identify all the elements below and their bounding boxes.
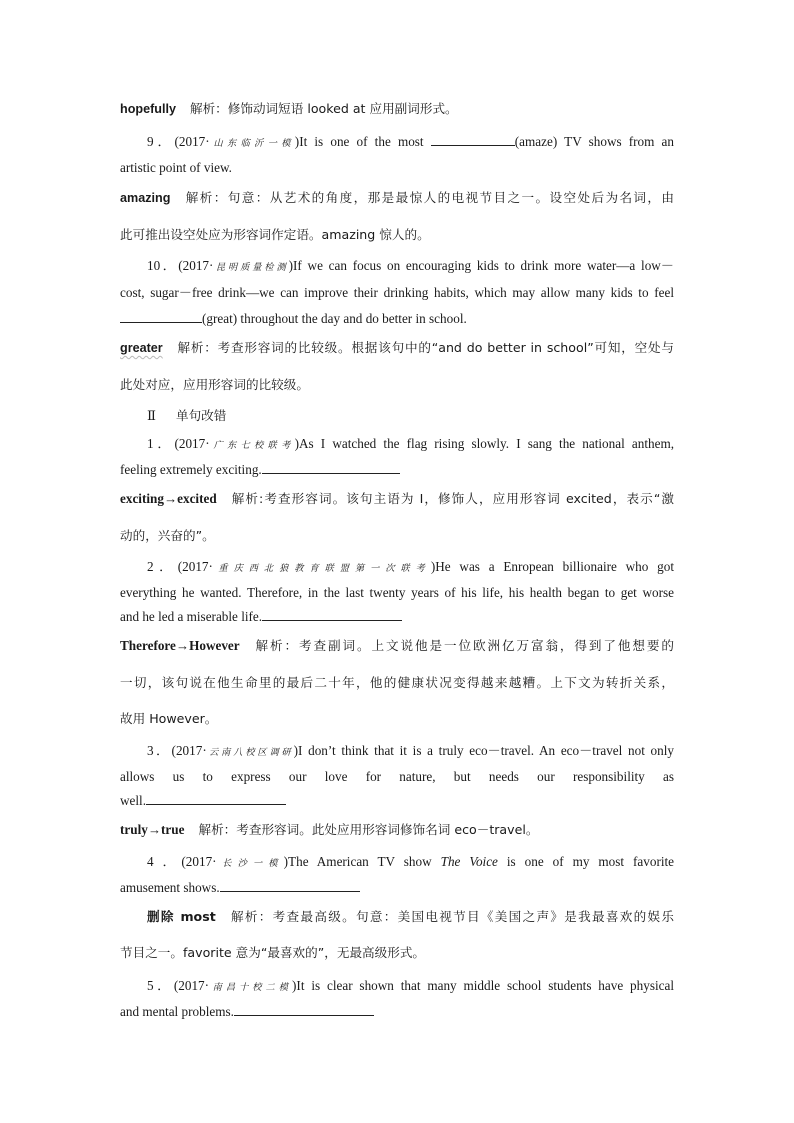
explanation-cont: 故用 However。 — [120, 711, 218, 726]
answer-word: hopefully — [120, 102, 176, 116]
source-tag: 云南八校区调研 — [206, 747, 294, 758]
correction-2-line3: and he led a miserable life. — [120, 609, 674, 625]
show-title: The Voice — [440, 854, 498, 869]
answer-blank[interactable] — [262, 462, 400, 474]
explanation-cont: 此处对应，应用形容词的比较级。 — [120, 377, 309, 392]
answer-word: Therefore→However — [120, 638, 240, 653]
source-tag: 昆明质量检测 — [213, 262, 289, 273]
explanation: 解析:考查形容词。该句主语为 I，修饰人，应用形容词 excited，表示“激 — [230, 491, 674, 506]
answer-blank[interactable] — [234, 1004, 374, 1016]
answer-line — [120, 340, 674, 356]
question-10: 10．(2017·昆明质量检测)If we can focus on encouraging kids to drink more water—a low－ — [147, 258, 674, 273]
source-tag: 南昌十校二模 — [209, 982, 293, 993]
correction-3: 3．(2017·云南八校区调研)I don’t think that it is a truly eco－travel. An eco－travel not only — [147, 743, 674, 758]
correction-3-line3: well. — [120, 793, 674, 809]
answer-word: exciting→excited — [120, 491, 217, 506]
answer-word: amazing — [120, 191, 171, 205]
explanation: 解析：句意：从艺术的角度，那是最惊人的电视节目之一。设空处后为名词，由 — [184, 190, 674, 205]
correction-1-line2: feeling extremely exciting. — [120, 462, 674, 478]
explanation-cont: 动的，兴奋的”。 — [120, 528, 215, 543]
answer-line — [120, 101, 674, 117]
question-10-line3: (great) throughout the day and do better in school. — [120, 311, 674, 327]
answer-line — [120, 491, 674, 507]
explanation: 解析：考查形容词。此处应用形容词修饰名词 eco－travel。 — [198, 822, 539, 837]
answer-blank[interactable] — [431, 134, 515, 146]
answer-blank[interactable] — [262, 609, 402, 621]
answer-word: greater — [120, 341, 163, 355]
question-10-line2: cost, sugar－free drink—we can improve their drinking habits, which may allow many kids to feel — [120, 285, 674, 300]
correction-5: 5．(2017·南昌十校二模)It is clear shown that many middle school students have physical — [147, 978, 674, 993]
correction-4-line2: amusement shows. — [120, 880, 674, 896]
answer-line — [120, 638, 674, 654]
correction-2: 2．(2017·重庆西北狼教育联盟第一次联考)He was a Enropean billionaire who got — [147, 559, 675, 574]
question-9-cont: artistic point of view. — [120, 160, 232, 175]
explanation-cont: 节目之一。favorite 意为“最喜欢的”，无最高级形式。 — [120, 945, 426, 960]
correction-1: 1．(2017·广东七校联考)As I watched the flag rising slowly. I sang the national anthem, — [147, 436, 675, 451]
explanation-cont: 一切，该句说在他生命里的最后二十年，他的健康状况变得越来越糟。上下文为转折关系， — [120, 675, 674, 690]
correction-4: 4 ．(2017·长沙一模)The American TV show The Voice is one of my most favorite — [147, 854, 675, 869]
correction-5-line2: and mental problems. — [120, 1004, 674, 1020]
source-tag: 山东临沂一模 — [209, 138, 295, 149]
answer-word: truly→true — [120, 822, 185, 837]
explanation: 解析：考查形容词的比较级。根据该句中的“and do better in school”可知，空处与 — [176, 340, 674, 355]
section-heading: Ⅱ 单句改错 — [147, 408, 227, 423]
answer-blank[interactable] — [220, 880, 360, 892]
explanation: 解析：考查最高级。句意：美国电视节目《美国之声》是我最喜欢的娱乐 — [229, 909, 674, 924]
answer-line — [120, 822, 674, 838]
question-9: 9．(2017·山东临沂一模)It is one of the most (amaze) TV shows from an — [147, 134, 674, 149]
explanation-cont: 此可推出设空处应为形容词作定语。amazing 惊人的。 — [120, 227, 430, 242]
answer-line — [147, 909, 674, 925]
explanation: 解析：考查副词。上文说他是一位欧洲亿万富翁，得到了他想要的 — [253, 638, 674, 653]
answer-blank[interactable] — [120, 311, 202, 323]
answer-line — [120, 190, 674, 206]
answer-word: 删除 most — [147, 909, 216, 924]
explanation: 解析：修饰动词短语 looked at 应用副词形式。 — [189, 101, 458, 116]
answer-blank[interactable] — [146, 793, 286, 805]
source-tag: 重庆西北狼教育联盟第一次联考 — [212, 563, 431, 574]
correction-3-line2: allows us to express our love for nature, but needs our responsibility as — [120, 769, 674, 784]
correction-2-line2: everything he wanted. Therefore, in the last twenty years of his life, his health began to get worse — [120, 585, 674, 600]
source-tag: 广东七校联考 — [209, 440, 295, 451]
source-tag: 长沙一模 — [216, 858, 284, 869]
